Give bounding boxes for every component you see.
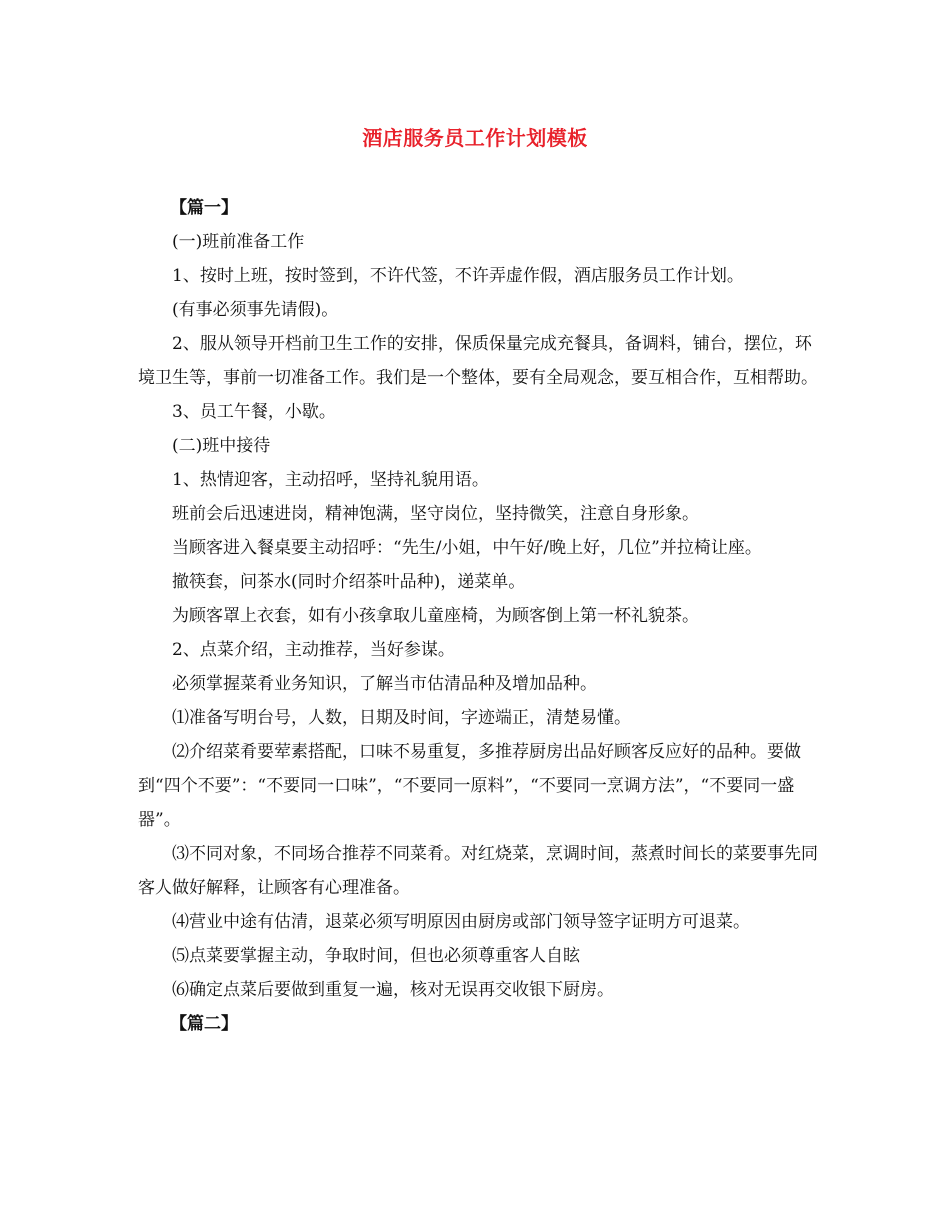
paragraph: 1、热情迎客，主动招呼，坚持礼貌用语。	[172, 470, 489, 490]
paragraph: ⑴准备写明台号，人数，日期及时间，字迹端正，清楚易懂。	[172, 708, 631, 728]
paragraph: (有事必须事先请假)。	[172, 300, 339, 320]
document-title: 酒店服务员工作计划模板	[362, 126, 588, 150]
section-heading: 【篇二】	[170, 1014, 238, 1034]
paragraph: 班前会后迅速进岗，精神饱满，坚守岗位，坚持微笑，注意自身形象。	[172, 504, 699, 524]
paragraph: ⑶不同对象，不同场合推荐不同菜肴。对红烧菜，烹调时间，蒸煮时间长的菜要事先同客人做好解释，让顾客有心理准备。	[138, 844, 818, 898]
document-body	[138, 191, 818, 1041]
paragraph: (一)班前准备工作	[172, 232, 305, 252]
paragraph: 当顾客进入餐桌要主动招呼：“先生/小姐，中午好/晚上好，几位”并拉椅让座。	[172, 538, 762, 558]
paragraph: ⑷营业中途有估清，退菜必须写明原因由厨房或部门领导签字证明方可退菜。	[172, 912, 750, 932]
paragraph: 3、员工午餐，小歇。	[172, 402, 336, 422]
section-heading: 【篇一】	[170, 198, 238, 218]
paragraph: 1、按时上班，按时签到，不许代签，不许弄虚作假，酒店服务员工作计划。	[172, 266, 744, 286]
paragraph: 必须掌握菜肴业务知识，了解当市估清品种及增加品种。	[172, 674, 597, 694]
paragraph: 为顾客罩上衣套，如有小孩拿取儿童座椅，为顾客倒上第一杯礼貌茶。	[172, 606, 699, 626]
paragraph: ⑹确定点菜后要做到重复一遍，核对无误再交收银下厨房。	[172, 980, 614, 1000]
paragraph: 撤筷套，问茶水(同时介绍茶叶品种)，递菜单。	[172, 572, 526, 592]
paragraph: 2、服从领导开档前卫生工作的安排，保质保量完成充餐具，备调料，铺台，摆位，环境卫生等，事前一切准备工作。我们是一个整体，要有全局观念，要互相合作，互相帮助。	[138, 334, 818, 388]
paragraph: ⑸点菜要掌握主动，争取时间，但也必须尊重客人自眩	[172, 946, 580, 966]
paragraph: 2、点菜介绍，主动推荐，当好参谋。	[172, 640, 455, 660]
paragraph: (二)班中接待	[172, 436, 271, 456]
paragraph: ⑵介绍菜肴要荤素搭配，口味不易重复，多推荐厨房出品好顾客反应好的品种。要做到“四个不要”：“不要同一口味”，“不要同一原料”，“不要同一烹调方法”，“不要同一盛器”。	[138, 742, 801, 830]
